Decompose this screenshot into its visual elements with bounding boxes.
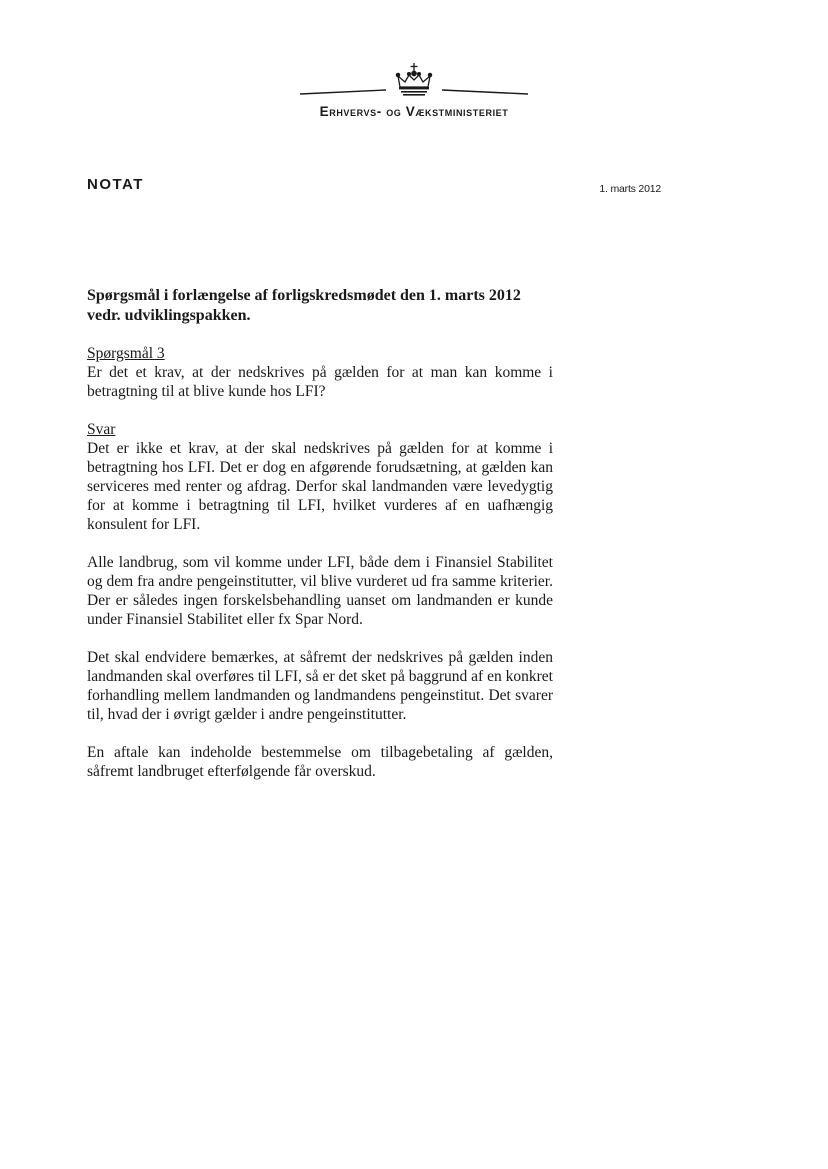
answer-block: [87, 420, 553, 534]
question-block: [87, 344, 553, 401]
ministry-name: Erhvervs- og Vækstministeriet: [319, 104, 509, 119]
document-title: Spørgsmål i forlængelse af forligskredsmødet den 1. marts 2012 vedr. udviklingspakken.: [87, 287, 521, 324]
document-body: [87, 286, 553, 800]
question-text: Er det et krav, at der nedskrives på gælden for at man kan komme i betragtning til at blive kunde hos LFI?: [87, 364, 553, 400]
answer-paragraph: Det er ikke et krav, at der skal nedskrives på gælden for at komme i betragtning hos LFI. Det er dog en afgørende forudsætning, at gælden kan serviceres med renter og afdrag. Derfor skal landmanden være levedygtig for at komme i betragtning til LFI, hvilket vurderes af en uafhængig konsulent for LFI.: [87, 440, 553, 533]
document-date: 1. marts 2012: [599, 183, 661, 195]
royal-crown-crest-icon: [300, 60, 528, 100]
document-type: NOTAT: [87, 176, 144, 193]
answer-heading: Svar: [87, 421, 116, 438]
answer-paragraph: Alle landbrug, som vil komme under LFI, både dem i Finansiel Stabilitet og dem fra andre pengeinstitutter, vil blive vurderet ud fra samme kriterier. Der er således ingen forskelsbehandling uanset om landmanden er kunde under Finansiel Stabilitet eller fx Spar Nord.: [87, 554, 553, 628]
answer-paragraph: En aftale kan indeholde bestemmelse om tilbagebetaling af gælden, såfremt landbruget efterfølgende får overskud.: [87, 744, 553, 780]
answer-paragraph: Det skal endvidere bemærkes, at såfremt der nedskrives på gælden inden landmanden skal overføres til LFI, så er det sket på baggrund af en konkret forhandling mellem landmanden og landmandens pengeinstitut. Det svarer til, hvad der i øvrigt gælder i andre pengeinstitutter.: [87, 649, 553, 723]
question-heading: Spørgsmål 3: [87, 345, 165, 362]
